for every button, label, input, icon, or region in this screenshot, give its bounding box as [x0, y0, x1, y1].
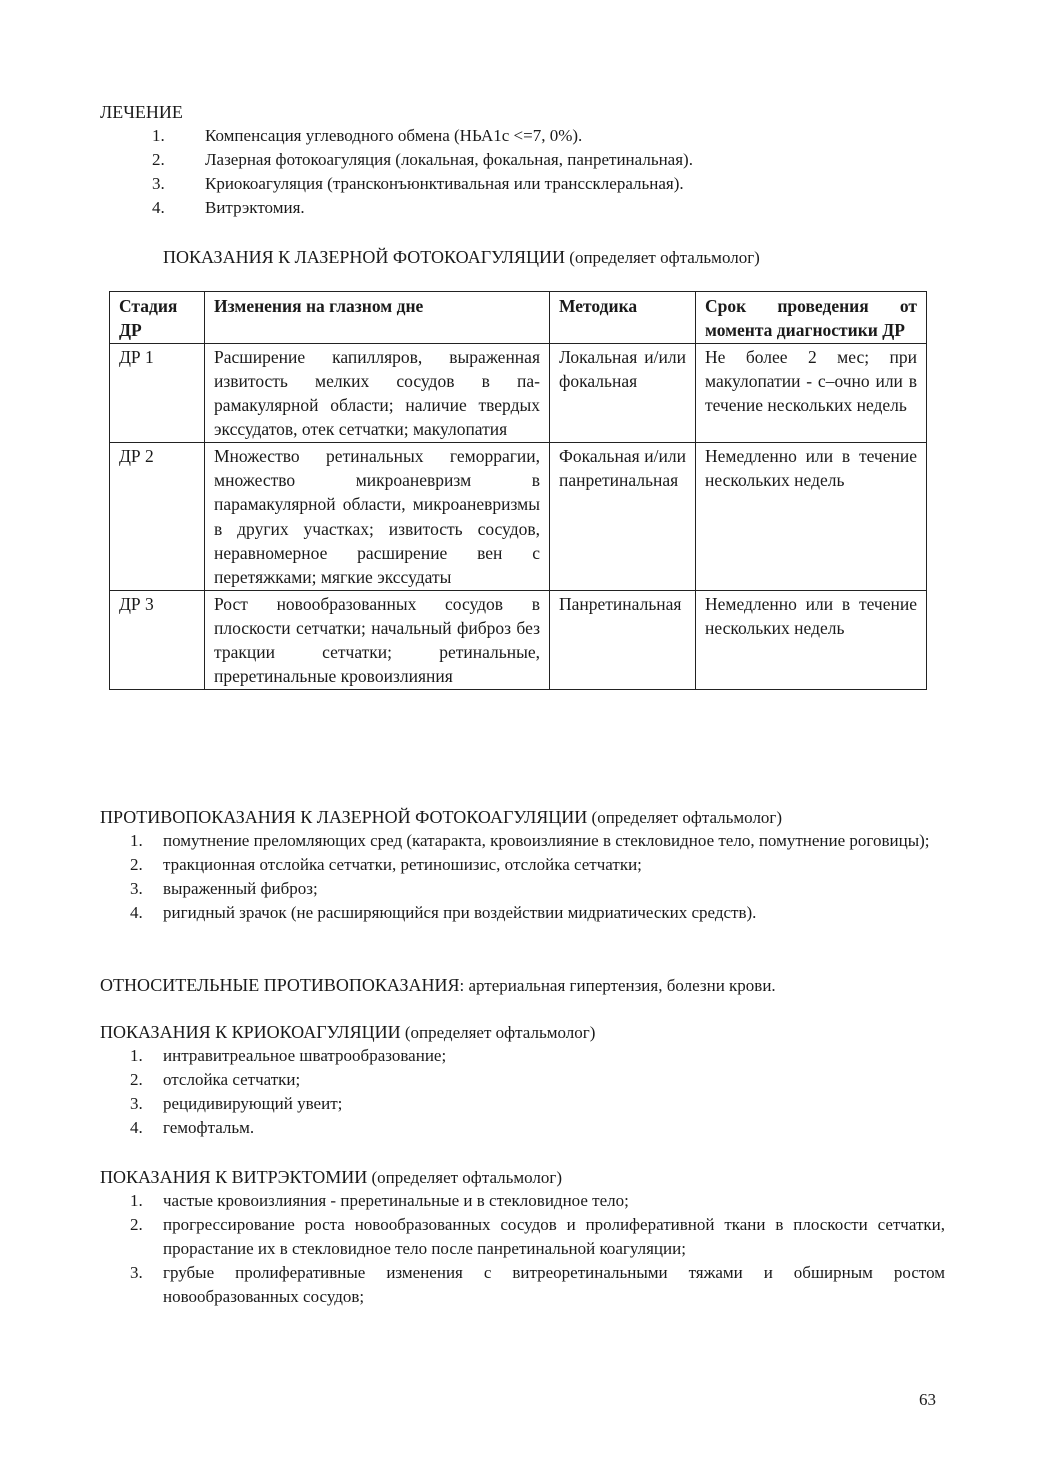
- list-item-text: Криокоагуляция (трансконъюнктивальная или транссклеральная).: [205, 174, 684, 193]
- section-title-caps: ПОКАЗАНИЯ К КРИОКОАГУЛЯЦИИ: [100, 1022, 401, 1042]
- contraindications-list: [130, 829, 945, 925]
- cryo-title: [100, 1020, 595, 1045]
- list-item: [130, 1044, 945, 1068]
- list-item-number: 3.: [152, 174, 165, 193]
- cryo-list: [130, 1044, 945, 1140]
- list-item: [130, 1116, 945, 1140]
- list-item-text: частые кровоизлияния - преретинальные и в стекловидное тело;: [163, 1191, 629, 1210]
- list-item: [130, 877, 945, 901]
- page-number: 63: [919, 1390, 936, 1409]
- list-item-text: отслойка сетчатки;: [163, 1070, 301, 1089]
- table-cell-term: Немедленно или в течение нескольких недель: [696, 590, 927, 689]
- table-cell-term: Немедленно или в течение нескольких недель: [696, 442, 927, 590]
- table-row: [110, 343, 927, 442]
- table-header-method: Методика: [550, 292, 696, 344]
- list-item: [130, 1189, 945, 1213]
- list-item-text: Лазерная фотокоагуляция (локальная, фокальная, панретинальная).: [205, 150, 693, 169]
- list-item: [130, 901, 945, 925]
- list-item-number: 2.: [130, 855, 143, 874]
- list-item-number: 2.: [152, 150, 165, 169]
- laser-indications-table: [109, 291, 927, 690]
- list-item: [130, 829, 945, 853]
- list-item-number: 2.: [130, 1215, 143, 1234]
- list-item-text: гемофтальм.: [163, 1118, 255, 1137]
- section-title-note: (определяет офтальмолог): [565, 248, 760, 267]
- vitrectomy-title: [100, 1165, 562, 1190]
- table-cell-stage: ДР 3: [110, 590, 205, 689]
- list-item-number: 2.: [130, 1070, 143, 1089]
- list-item-number: 4.: [130, 903, 143, 922]
- list-item-text: помутнение преломляющих сред (катаракта, кровоизлияние в стекловидное тело, помутнение роговицы);: [163, 831, 930, 850]
- list-item-number: 3.: [130, 1094, 143, 1113]
- list-item-text: интравитреальное шватрообразование;: [163, 1046, 447, 1065]
- list-item-text: прогрессирование роста новообразованных сосудов и пролиферативной ткани в плоскости сетчатки, прорастание их в стекловидное тело после панретинальной коагуляции;: [163, 1215, 945, 1258]
- table-cell-changes: Расширение капилляров, выраженная извитость мелких сосудов в парамакулярной области; наличие твердых экссудатов, отек сетчатки; макулопатия: [205, 343, 550, 442]
- table-row: [110, 442, 927, 590]
- table-cell-method: Фокальная и/или панретинальная: [550, 442, 696, 590]
- table-header-row: [110, 292, 927, 344]
- table-cell-method: Панретинальная: [550, 590, 696, 689]
- list-item-text: рецидивирующий увеит;: [163, 1094, 343, 1113]
- list-item-text: выраженный фиброз;: [163, 879, 318, 898]
- table-cell-changes: Множество ретинальных геморрагии, множество микроаневризм в парамакулярной области, микроаневризмы в других участках; извитость сосудов, неравномерное расширение вен с перетяжками; мягкие экссудаты: [205, 442, 550, 590]
- list-item: [130, 1092, 945, 1116]
- list-item-text: тракционная отслойка сетчатки, ретиношизис, отслойка сетчатки;: [163, 855, 642, 874]
- table-cell-changes: Рост новообразованных сосудов в плоскости сетчатки; начальный фиброз без тракции сетчатки; ретинальные, преретинальные кровоизлияния: [205, 590, 550, 689]
- section-title-caps: ОТНОСИТЕЛЬНЫЕ ПРОТИВОПОКАЗАНИЯ: [100, 975, 460, 995]
- list-item-text: Компенсация углеводного обмена (НЬА1с <=7, 0%).: [205, 126, 583, 145]
- section-title-note: (определяет офтальмолог): [400, 1023, 596, 1042]
- list-item-text: ригидный зрачок (не расширяющийся при воздействии мидриатических средств).: [163, 903, 757, 922]
- list-item: [130, 1261, 945, 1309]
- laser-indications-title: [163, 245, 760, 270]
- section-title-caps: ПОКАЗАНИЯ К ЛАЗЕРНОЙ ФОТОКОАГУЛЯЦИИ: [163, 247, 566, 267]
- section-title-caps: ПРОТИВОПОКАЗАНИЯ К ЛАЗЕРНОЙ ФОТОКОАГУЛЯЦИИ: [100, 807, 588, 827]
- list-item-number: 1.: [130, 831, 143, 850]
- vitrectomy-list: [130, 1189, 945, 1309]
- list-item-number: 3.: [130, 879, 143, 898]
- list-item-number: 4.: [152, 198, 165, 217]
- treatment-list: [100, 124, 900, 220]
- table-cell-method: Локальная и/или фокальная: [550, 343, 696, 442]
- treatment-heading: ЛЕЧЕНИЕ: [100, 102, 183, 122]
- table-cell-stage: ДР 2: [110, 442, 205, 590]
- list-item-number: 1.: [152, 126, 165, 145]
- list-item-text: грубые пролиферативные изменения с витреоретинальными тяжами и обширным ростом новообразованных сосудов;: [163, 1263, 945, 1306]
- list-item: [130, 1213, 945, 1261]
- list-item: [130, 853, 945, 877]
- table-row: [110, 590, 927, 689]
- list-item: [130, 1068, 945, 1092]
- contraindications-title: [100, 805, 782, 830]
- table-header-changes: Изменения на глазном дне: [205, 292, 550, 344]
- table-header-term: Срок проведения от момента диагностики ДР: [696, 292, 927, 344]
- section-title-note: (определяет офтальмолог): [587, 808, 783, 827]
- table-header-stage: Стадия ДР: [110, 292, 205, 344]
- list-item-number: 1.: [130, 1046, 143, 1065]
- list-item-number: 4.: [130, 1118, 143, 1137]
- list-item-number: 3.: [130, 1263, 143, 1282]
- section-title-caps: ПОКАЗАНИЯ К ВИТРЭКТОМИИ: [100, 1167, 368, 1187]
- section-title-note: (определяет офтальмолог): [367, 1168, 563, 1187]
- relative-contraindications: [100, 973, 776, 998]
- list-item-text: Витрэктомия.: [205, 198, 305, 217]
- table-cell-term: Не более 2 мес; при макулопатии - с–очно или в течение нескольких недель: [696, 343, 927, 442]
- relative-contraindications-text: : артериальная гипертензия, болезни крови.: [459, 976, 776, 995]
- list-item-number: 1.: [130, 1191, 143, 1210]
- table-cell-stage: ДР 1: [110, 343, 205, 442]
